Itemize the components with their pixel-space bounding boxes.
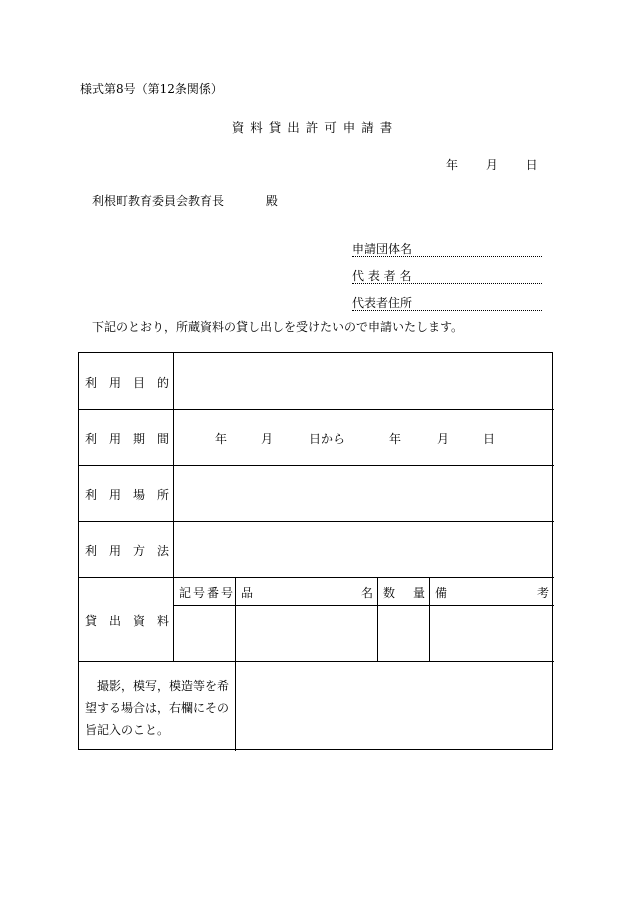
period-from-year: 年 bbox=[215, 432, 228, 446]
col-remarks-header-end: 考 bbox=[537, 586, 550, 600]
date-month: 月 bbox=[485, 158, 498, 172]
period-label: 利用期間 bbox=[85, 432, 182, 446]
address-label: 代表者住所 bbox=[352, 296, 413, 310]
col-code-header: 記号番号 bbox=[179, 586, 236, 600]
period-to-day: 日 bbox=[483, 432, 496, 446]
applicant-block bbox=[352, 230, 542, 311]
note-line-1: 撮影，模写，模造等を希 bbox=[97, 679, 230, 693]
date-line bbox=[446, 156, 538, 173]
date-year: 年 bbox=[446, 158, 459, 172]
addressee bbox=[92, 192, 278, 209]
place-label: 利用場所 bbox=[85, 488, 182, 502]
group-name-field[interactable] bbox=[352, 230, 542, 257]
purpose-label: 利用目的 bbox=[85, 376, 182, 390]
address-field[interactable] bbox=[352, 284, 542, 311]
col-item-header-end: 名 bbox=[361, 586, 374, 600]
date-day: 日 bbox=[525, 158, 538, 172]
intro-text: 下記のとおり，所蔵資料の貸し出しを受けたいので申請いたします。 bbox=[92, 320, 464, 334]
col-qty-header-end: 量 bbox=[413, 586, 426, 600]
representative-label: 代 表 者 名 bbox=[352, 269, 412, 283]
note-field[interactable] bbox=[236, 662, 552, 750]
period-to-month: 月 bbox=[437, 432, 450, 446]
document-title: 資料貸出許可申請書 bbox=[231, 120, 399, 135]
note-line-3: 旨記入のこと。 bbox=[85, 723, 170, 737]
form-number: 様式第8号（第12条関係） bbox=[80, 82, 223, 96]
col-item-header-start: 品 bbox=[241, 586, 254, 600]
period-from-month: 月 bbox=[261, 432, 274, 446]
col-remarks-header-start: 備 bbox=[435, 586, 448, 600]
place-field[interactable] bbox=[174, 466, 552, 520]
method-field[interactable] bbox=[174, 522, 552, 576]
addressee-name: 利根町教育委員会教育長 bbox=[92, 194, 225, 208]
addressee-honorific: 殿 bbox=[265, 194, 278, 208]
loan-label: 貸出資料 bbox=[85, 614, 182, 628]
representative-field[interactable] bbox=[352, 257, 542, 284]
period-from-day: 日から bbox=[309, 432, 346, 446]
group-name-label: 申請団体名 bbox=[352, 242, 413, 256]
note-line-2: 望する場合は，右欄にその bbox=[85, 701, 230, 715]
purpose-field[interactable] bbox=[174, 354, 552, 408]
application-table bbox=[78, 352, 553, 750]
method-label: 利用方法 bbox=[85, 544, 182, 558]
col-qty-header-start: 数 bbox=[383, 586, 396, 600]
period-to-year: 年 bbox=[389, 432, 402, 446]
